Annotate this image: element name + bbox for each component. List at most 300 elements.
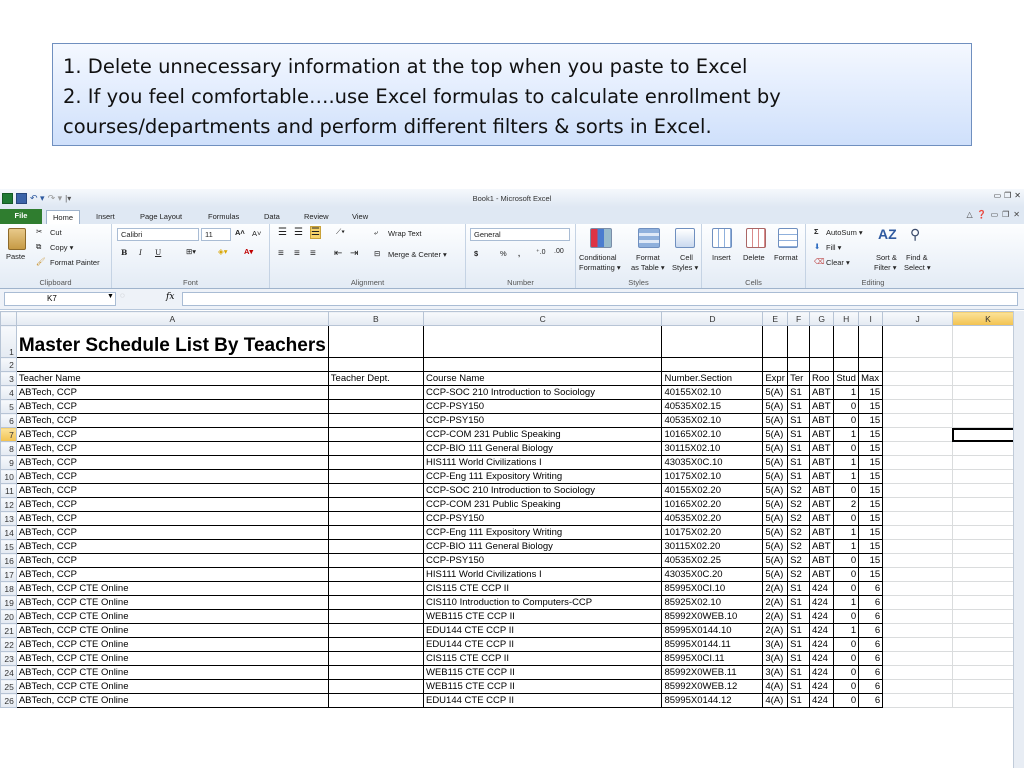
cell[interactable]: [883, 568, 953, 582]
underline-button[interactable]: U: [155, 248, 162, 257]
bold-button[interactable]: B: [121, 248, 128, 257]
clear-button[interactable]: Clear ▾: [826, 258, 850, 267]
column-heading-cell[interactable]: Course Name: [423, 372, 661, 386]
data-cell[interactable]: 40155X02.10: [662, 386, 763, 400]
data-cell[interactable]: [328, 498, 423, 512]
data-cell[interactable]: ABTech, CCP: [16, 456, 328, 470]
data-cell[interactable]: S1: [788, 610, 810, 624]
data-cell[interactable]: 5(A): [763, 498, 788, 512]
cell[interactable]: [883, 428, 953, 442]
tab-formulas[interactable]: Formulas: [208, 212, 240, 221]
redo-icon[interactable]: ↷ ▾: [47, 192, 63, 203]
data-cell[interactable]: 10165X02.10: [662, 428, 763, 442]
data-cell[interactable]: [328, 456, 423, 470]
cell[interactable]: [883, 512, 953, 526]
row-header[interactable]: 25: [1, 680, 17, 694]
data-cell[interactable]: CCP-PSY150: [423, 400, 661, 414]
cut-icon[interactable]: ✂: [36, 227, 43, 236]
data-cell[interactable]: S1: [788, 442, 810, 456]
data-cell[interactable]: 15: [859, 386, 883, 400]
row-header[interactable]: 2: [1, 358, 17, 372]
row-header[interactable]: 16: [1, 554, 17, 568]
data-cell[interactable]: S2: [788, 540, 810, 554]
data-cell[interactable]: HIS111 World Civilizations I: [423, 568, 661, 582]
data-cell[interactable]: 40535X02.25: [662, 554, 763, 568]
data-cell[interactable]: 15: [859, 568, 883, 582]
data-cell[interactable]: 15: [859, 540, 883, 554]
data-cell[interactable]: 1: [834, 470, 859, 484]
data-cell[interactable]: 424: [810, 596, 834, 610]
tab-view[interactable]: View: [352, 212, 369, 221]
data-cell[interactable]: ABTech, CCP CTE Online: [16, 610, 328, 624]
data-cell[interactable]: 15: [859, 470, 883, 484]
data-cell[interactable]: 2(A): [763, 610, 788, 624]
tab-home[interactable]: Home: [46, 210, 80, 224]
data-cell[interactable]: S1: [788, 470, 810, 484]
data-cell[interactable]: 0: [834, 694, 859, 708]
cell[interactable]: [763, 358, 788, 372]
column-heading-cell[interactable]: Ter: [788, 372, 810, 386]
data-cell[interactable]: S1: [788, 652, 810, 666]
data-cell[interactable]: CCP-Eng 111 Expository Writing: [423, 526, 661, 540]
data-cell[interactable]: S1: [788, 400, 810, 414]
column-header-k[interactable]: K: [952, 312, 1023, 326]
column-header-c[interactable]: C: [423, 312, 661, 326]
cell[interactable]: [883, 554, 953, 568]
data-cell[interactable]: S1: [788, 582, 810, 596]
number-format-select[interactable]: General: [470, 228, 570, 241]
data-cell[interactable]: [328, 694, 423, 708]
orientation-icon[interactable]: ⟋▾: [336, 227, 345, 236]
column-heading-cell[interactable]: Teacher Dept.: [328, 372, 423, 386]
cell[interactable]: [883, 372, 953, 386]
column-header-a[interactable]: A: [16, 312, 328, 326]
data-cell[interactable]: 424: [810, 680, 834, 694]
cell[interactable]: [810, 358, 834, 372]
data-cell[interactable]: [328, 386, 423, 400]
data-cell[interactable]: ABT: [810, 386, 834, 400]
borders-icon[interactable]: ⊞▾: [186, 247, 197, 256]
data-cell[interactable]: 5(A): [763, 568, 788, 582]
data-cell[interactable]: 0: [834, 638, 859, 652]
data-cell[interactable]: 5(A): [763, 428, 788, 442]
data-cell[interactable]: S1: [788, 680, 810, 694]
top-align-icon[interactable]: ☰: [278, 227, 287, 238]
data-cell[interactable]: 10175X02.10: [662, 470, 763, 484]
data-cell[interactable]: 6: [859, 694, 883, 708]
data-cell[interactable]: 85995X0144.12: [662, 694, 763, 708]
row-header[interactable]: 14: [1, 526, 17, 540]
data-cell[interactable]: CCP-COM 231 Public Speaking: [423, 428, 661, 442]
paste-button[interactable]: Paste: [6, 252, 26, 261]
tab-page-layout[interactable]: Page Layout: [140, 212, 183, 221]
sort-filter-icon[interactable]: AZ: [878, 226, 897, 242]
column-heading-cell[interactable]: Expr: [763, 372, 788, 386]
data-cell[interactable]: [328, 512, 423, 526]
merge-center-icon[interactable]: ⊟: [374, 249, 381, 258]
data-cell[interactable]: [328, 400, 423, 414]
data-cell[interactable]: HIS111 World Civilizations I: [423, 456, 661, 470]
data-cell[interactable]: 424: [810, 666, 834, 680]
data-cell[interactable]: CCP-SOC 210 Introduction to Sociology: [423, 484, 661, 498]
data-cell[interactable]: CCP-COM 231 Public Speaking: [423, 498, 661, 512]
data-cell[interactable]: CCP-PSY150: [423, 512, 661, 526]
autosum-icon[interactable]: Σ: [814, 227, 819, 236]
wrap-text-button[interactable]: Wrap Text: [388, 229, 422, 238]
cell[interactable]: [883, 624, 953, 638]
data-cell[interactable]: S1: [788, 386, 810, 400]
format-as-table-icon[interactable]: [638, 228, 660, 248]
formula-input[interactable]: [182, 292, 1018, 306]
data-cell[interactable]: 6: [859, 582, 883, 596]
data-cell[interactable]: S2: [788, 568, 810, 582]
data-cell[interactable]: 0: [834, 442, 859, 456]
cell[interactable]: [883, 540, 953, 554]
data-cell[interactable]: ABTech, CCP: [16, 414, 328, 428]
cell[interactable]: [883, 358, 953, 372]
data-cell[interactable]: ABTech, CCP: [16, 470, 328, 484]
tab-review[interactable]: Review: [304, 212, 329, 221]
data-cell[interactable]: 5(A): [763, 484, 788, 498]
cell[interactable]: [810, 326, 834, 358]
row-header[interactable]: 11: [1, 484, 17, 498]
cell[interactable]: [883, 484, 953, 498]
cell-styles-button[interactable]: Cell: [680, 253, 693, 262]
cut-button[interactable]: Cut: [50, 228, 62, 237]
data-cell[interactable]: CIS110 Introduction to Computers-CCP: [423, 596, 661, 610]
data-cell[interactable]: 15: [859, 526, 883, 540]
data-cell[interactable]: 40535X02.10: [662, 414, 763, 428]
column-header-g[interactable]: G: [810, 312, 834, 326]
data-cell[interactable]: ABT: [810, 400, 834, 414]
data-cell[interactable]: 85995X0CI.11: [662, 652, 763, 666]
cell[interactable]: [16, 358, 328, 372]
data-cell[interactable]: [328, 624, 423, 638]
data-cell[interactable]: 5(A): [763, 470, 788, 484]
data-cell[interactable]: [328, 414, 423, 428]
data-cell[interactable]: ABTech, CCP: [16, 568, 328, 582]
data-cell[interactable]: ABT: [810, 498, 834, 512]
customize-qat-icon[interactable]: |▾: [65, 193, 72, 203]
cell[interactable]: [423, 358, 661, 372]
format-painter-button[interactable]: Format Painter: [50, 258, 100, 267]
column-header-i[interactable]: I: [859, 312, 883, 326]
cell[interactable]: [883, 442, 953, 456]
grow-font-icon[interactable]: A˄: [235, 228, 245, 237]
data-cell[interactable]: 85925X02.10: [662, 596, 763, 610]
increase-indent-icon[interactable]: ⇥: [350, 248, 359, 259]
name-box[interactable]: K7: [4, 292, 116, 306]
row-header[interactable]: 26: [1, 694, 17, 708]
data-cell[interactable]: 5(A): [763, 456, 788, 470]
data-cell[interactable]: 43035X0C.10: [662, 456, 763, 470]
column-header-e[interactable]: E: [763, 312, 788, 326]
data-cell[interactable]: 424: [810, 582, 834, 596]
italic-button[interactable]: I: [139, 248, 142, 257]
cell[interactable]: [883, 694, 953, 708]
column-heading-cell[interactable]: Max: [859, 372, 883, 386]
data-cell[interactable]: 85992X0WEB.12: [662, 680, 763, 694]
data-cell[interactable]: 0: [834, 512, 859, 526]
data-cell[interactable]: 15: [859, 442, 883, 456]
insert-function-button[interactable]: fx: [166, 292, 175, 302]
data-cell[interactable]: [328, 680, 423, 694]
workbook-restore-icon[interactable]: ❐: [1002, 210, 1010, 219]
column-header-j[interactable]: J: [883, 312, 953, 326]
data-cell[interactable]: ABTech, CCP: [16, 442, 328, 456]
row-header[interactable]: 3: [1, 372, 17, 386]
data-cell[interactable]: 3(A): [763, 638, 788, 652]
data-cell[interactable]: [328, 582, 423, 596]
row-header[interactable]: 21: [1, 624, 17, 638]
row-header[interactable]: 9: [1, 456, 17, 470]
cell[interactable]: [328, 358, 423, 372]
column-header-d[interactable]: D: [662, 312, 763, 326]
data-cell[interactable]: 5(A): [763, 526, 788, 540]
data-cell[interactable]: CCP-Eng 111 Expository Writing: [423, 470, 661, 484]
data-cell[interactable]: 2(A): [763, 596, 788, 610]
row-header[interactable]: 18: [1, 582, 17, 596]
data-cell[interactable]: [328, 554, 423, 568]
data-cell[interactable]: 85995X0144.11: [662, 638, 763, 652]
data-cell[interactable]: 1: [834, 456, 859, 470]
data-cell[interactable]: 2(A): [763, 624, 788, 638]
shrink-font-icon[interactable]: A˅: [252, 229, 262, 238]
data-cell[interactable]: [328, 526, 423, 540]
data-cell[interactable]: WEB115 CTE CCP II: [423, 666, 661, 680]
percent-button[interactable]: %: [500, 249, 507, 258]
data-cell[interactable]: 30115X02.20: [662, 540, 763, 554]
data-cell[interactable]: S2: [788, 554, 810, 568]
data-cell[interactable]: ABT: [810, 470, 834, 484]
data-cell[interactable]: 0: [834, 400, 859, 414]
sort-filter-button[interactable]: Sort &: [876, 253, 897, 262]
data-cell[interactable]: 5(A): [763, 414, 788, 428]
data-cell[interactable]: [328, 596, 423, 610]
data-cell[interactable]: 15: [859, 400, 883, 414]
data-cell[interactable]: 0: [834, 568, 859, 582]
data-cell[interactable]: 424: [810, 624, 834, 638]
cell[interactable]: [883, 386, 953, 400]
data-cell[interactable]: S1: [788, 596, 810, 610]
sheet-title-cell[interactable]: Master Schedule List By Teachers: [16, 326, 328, 358]
data-cell[interactable]: [328, 484, 423, 498]
data-cell[interactable]: ABTech, CCP CTE Online: [16, 582, 328, 596]
row-header[interactable]: 1: [1, 326, 17, 358]
data-cell[interactable]: S1: [788, 414, 810, 428]
data-cell[interactable]: 3(A): [763, 666, 788, 680]
cell[interactable]: [883, 326, 953, 358]
data-cell[interactable]: ABT: [810, 512, 834, 526]
copy-icon[interactable]: ⧉: [36, 242, 42, 251]
cell[interactable]: [328, 326, 423, 358]
workbook-close-icon[interactable]: ✕: [1013, 210, 1020, 219]
data-cell[interactable]: 5(A): [763, 540, 788, 554]
data-cell[interactable]: 6: [859, 610, 883, 624]
row-header[interactable]: 7: [1, 428, 17, 442]
data-cell[interactable]: ABTech, CCP: [16, 540, 328, 554]
data-cell[interactable]: ABTech, CCP: [16, 484, 328, 498]
tab-insert[interactable]: Insert: [96, 212, 115, 221]
cell[interactable]: [788, 326, 810, 358]
data-cell[interactable]: 2: [834, 498, 859, 512]
workbook-minimize-icon[interactable]: ▭: [990, 210, 999, 219]
data-cell[interactable]: 6: [859, 666, 883, 680]
cell[interactable]: [883, 498, 953, 512]
data-cell[interactable]: 40155X02.20: [662, 484, 763, 498]
middle-align-icon[interactable]: ☰: [294, 227, 303, 238]
row-header[interactable]: 12: [1, 498, 17, 512]
data-cell[interactable]: 2(A): [763, 582, 788, 596]
conditional-formatting-icon[interactable]: [590, 228, 612, 248]
data-cell[interactable]: S2: [788, 526, 810, 540]
data-cell[interactable]: S2: [788, 512, 810, 526]
cell[interactable]: [883, 526, 953, 540]
cell[interactable]: [423, 326, 661, 358]
data-cell[interactable]: 1: [834, 540, 859, 554]
column-heading-cell[interactable]: Stud: [834, 372, 859, 386]
column-heading-cell[interactable]: Number.Section: [662, 372, 763, 386]
format-painter-icon[interactable]: 🖌: [36, 257, 46, 266]
data-cell[interactable]: ABTech, CCP CTE Online: [16, 652, 328, 666]
select-all-corner[interactable]: [1, 312, 17, 326]
fill-button[interactable]: Fill ▾: [826, 243, 842, 252]
cell[interactable]: [859, 326, 883, 358]
align-left-icon[interactable]: ≡: [278, 248, 284, 259]
data-cell[interactable]: ABTech, CCP: [16, 386, 328, 400]
decrease-decimal-icon[interactable]: .00: [554, 248, 564, 255]
data-cell[interactable]: 6: [859, 596, 883, 610]
data-cell[interactable]: ABT: [810, 442, 834, 456]
data-cell[interactable]: 6: [859, 652, 883, 666]
cell[interactable]: [788, 358, 810, 372]
data-cell[interactable]: ABTech, CCP: [16, 428, 328, 442]
data-cell[interactable]: 6: [859, 680, 883, 694]
tab-data[interactable]: Data: [264, 212, 280, 221]
cell[interactable]: [883, 652, 953, 666]
data-cell[interactable]: [328, 568, 423, 582]
data-cell[interactable]: S1: [788, 694, 810, 708]
close-icon[interactable]: ✕: [1014, 191, 1021, 200]
fill-color-icon[interactable]: ◈▾: [218, 247, 228, 256]
data-cell[interactable]: S1: [788, 456, 810, 470]
worksheet-grid[interactable]: [0, 311, 1024, 768]
data-cell[interactable]: CCP-BIO 111 General Biology: [423, 442, 661, 456]
data-cell[interactable]: 424: [810, 694, 834, 708]
row-header[interactable]: 5: [1, 400, 17, 414]
data-cell[interactable]: ABT: [810, 568, 834, 582]
cell[interactable]: [883, 666, 953, 680]
data-cell[interactable]: 0: [834, 414, 859, 428]
tab-file[interactable]: File: [0, 209, 42, 224]
data-cell[interactable]: 43035X0C.20: [662, 568, 763, 582]
data-cell[interactable]: [328, 652, 423, 666]
cell[interactable]: [883, 414, 953, 428]
data-cell[interactable]: 1: [834, 386, 859, 400]
cell-styles-icon[interactable]: [675, 228, 695, 248]
data-cell[interactable]: WEB115 CTE CCP II: [423, 680, 661, 694]
row-header[interactable]: 24: [1, 666, 17, 680]
data-cell[interactable]: EDU144 CTE CCP II: [423, 624, 661, 638]
data-cell[interactable]: 4(A): [763, 694, 788, 708]
row-header[interactable]: 19: [1, 596, 17, 610]
restore-icon[interactable]: ❐: [1004, 191, 1012, 200]
data-cell[interactable]: 40535X02.20: [662, 512, 763, 526]
currency-button[interactable]: $: [474, 249, 479, 258]
cell[interactable]: [883, 400, 953, 414]
bottom-align-icon[interactable]: ☰: [311, 227, 320, 238]
data-cell[interactable]: CCP-SOC 210 Introduction to Sociology: [423, 386, 661, 400]
data-cell[interactable]: 10165X02.20: [662, 498, 763, 512]
data-cell[interactable]: 0: [834, 554, 859, 568]
merge-center-button[interactable]: Merge & Center ▾: [388, 250, 447, 259]
data-cell[interactable]: ABTech, CCP: [16, 498, 328, 512]
data-cell[interactable]: 5(A): [763, 400, 788, 414]
cell[interactable]: [883, 680, 953, 694]
data-cell[interactable]: CCP-BIO 111 General Biology: [423, 540, 661, 554]
data-cell[interactable]: S2: [788, 498, 810, 512]
increase-decimal-icon[interactable]: ⁺.0: [536, 249, 546, 256]
data-cell[interactable]: S1: [788, 428, 810, 442]
data-cell[interactable]: 6: [859, 638, 883, 652]
data-cell[interactable]: 3(A): [763, 652, 788, 666]
data-cell[interactable]: 85995X0144.10: [662, 624, 763, 638]
fill-icon[interactable]: ⬇: [814, 242, 821, 251]
data-cell[interactable]: 424: [810, 652, 834, 666]
data-cell[interactable]: 1: [834, 428, 859, 442]
column-header-b[interactable]: B: [328, 312, 423, 326]
conditional-formatting-button[interactable]: Conditional: [579, 253, 617, 262]
data-cell[interactable]: 15: [859, 456, 883, 470]
data-cell[interactable]: 85992X0WEB.10: [662, 610, 763, 624]
data-cell[interactable]: 0: [834, 652, 859, 666]
row-header[interactable]: 6: [1, 414, 17, 428]
row-header[interactable]: 22: [1, 638, 17, 652]
minimize-icon[interactable]: ▭: [993, 191, 1002, 200]
data-cell[interactable]: ABT: [810, 414, 834, 428]
data-cell[interactable]: 10175X02.20: [662, 526, 763, 540]
cell[interactable]: [883, 638, 953, 652]
data-cell[interactable]: 85992X0WEB.11: [662, 666, 763, 680]
data-cell[interactable]: WEB115 CTE CCP II: [423, 610, 661, 624]
undo-icon[interactable]: ↶ ▾: [30, 192, 45, 203]
data-cell[interactable]: ABT: [810, 526, 834, 540]
paste-icon[interactable]: [8, 228, 26, 250]
cell[interactable]: [883, 582, 953, 596]
cell[interactable]: [883, 596, 953, 610]
data-cell[interactable]: 5(A): [763, 512, 788, 526]
data-cell[interactable]: ABT: [810, 456, 834, 470]
data-cell[interactable]: 15: [859, 414, 883, 428]
row-header[interactable]: 20: [1, 610, 17, 624]
autosum-button[interactable]: AutoSum ▾: [826, 228, 863, 237]
row-header[interactable]: 10: [1, 470, 17, 484]
data-cell[interactable]: S1: [788, 624, 810, 638]
data-cell[interactable]: 5(A): [763, 554, 788, 568]
cell[interactable]: [883, 610, 953, 624]
decrease-indent-icon[interactable]: ⇤: [334, 248, 343, 259]
copy-button[interactable]: Copy ▾: [50, 243, 74, 252]
format-as-table-button-2[interactable]: as Table ▾: [631, 263, 665, 272]
row-header[interactable]: 8: [1, 442, 17, 456]
data-cell[interactable]: ABTech, CCP CTE Online: [16, 596, 328, 610]
data-cell[interactable]: CCP-PSY150: [423, 414, 661, 428]
find-select-button-2[interactable]: Select ▾: [904, 263, 931, 272]
data-cell[interactable]: ABTech, CCP: [16, 526, 328, 540]
font-color-icon[interactable]: A▾: [244, 247, 254, 256]
row-header[interactable]: 13: [1, 512, 17, 526]
conditional-formatting-button-2[interactable]: Formatting ▾: [579, 263, 621, 272]
